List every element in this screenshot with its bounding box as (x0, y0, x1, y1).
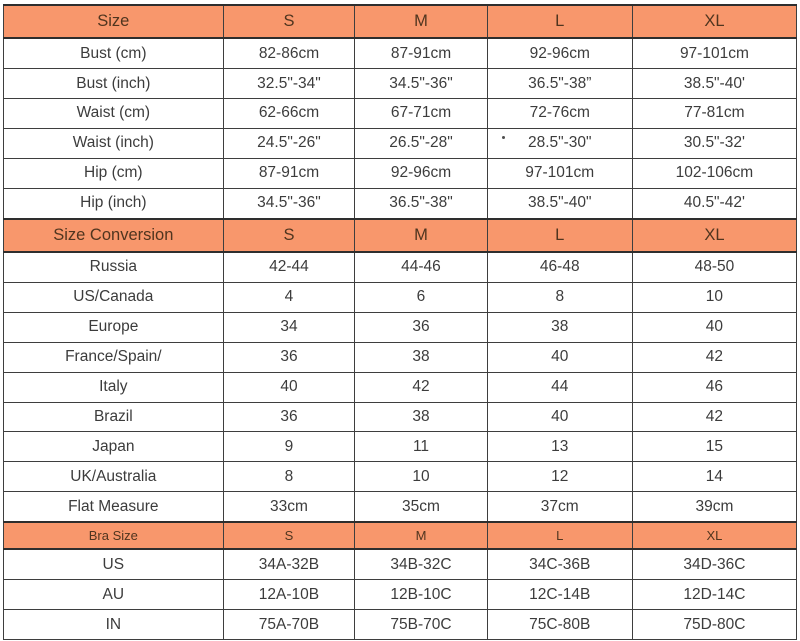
value-cell: 38 (355, 342, 487, 372)
value-cell: 32.5"-34" (223, 69, 355, 99)
size-column-header: XL (632, 5, 796, 38)
value-cell: 75C-80B (487, 610, 632, 640)
size-column-header: L (487, 522, 632, 549)
value-cell: 40 (632, 312, 796, 342)
value-cell: 34D-36C (632, 549, 796, 580)
table-row (4, 580, 797, 610)
value-cell: 75D-80C (632, 610, 796, 640)
table-row (4, 128, 797, 158)
value-cell: 42-44 (223, 252, 355, 283)
value-cell: 36.5"-38" (355, 188, 487, 219)
value-cell: 72-76cm (487, 99, 632, 129)
value-cell: 82-86cm (223, 38, 355, 69)
size-column-header: M (355, 522, 487, 549)
row-label: Hip (inch) (4, 188, 224, 219)
value-cell: 4 (223, 283, 355, 313)
value-cell: 36 (223, 402, 355, 432)
value-cell: 97-101cm (487, 158, 632, 188)
value-cell: 40 (487, 402, 632, 432)
table-row (4, 462, 797, 492)
value-cell: 24.5"-26" (223, 128, 355, 158)
value-cell: 8 (487, 283, 632, 313)
value-cell: 34A-32B (223, 549, 355, 580)
value-cell: 12A-10B (223, 580, 355, 610)
row-label: AU (4, 580, 224, 610)
value-cell: 37cm (487, 492, 632, 523)
value-cell: 42 (355, 372, 487, 402)
value-cell: 75A-70B (223, 610, 355, 640)
value-cell: 38 (487, 312, 632, 342)
value-cell: 42 (632, 342, 796, 372)
value-cell: 6 (355, 283, 487, 313)
row-label: France/Spain/ (4, 342, 224, 372)
size-column-header: S (223, 522, 355, 549)
row-label: Italy (4, 372, 224, 402)
value-cell: 34.5"-36" (355, 69, 487, 99)
row-label: IN (4, 610, 224, 640)
value-cell: 102-106cm (632, 158, 796, 188)
value-cell: 12D-14C (632, 580, 796, 610)
table-row (4, 549, 797, 580)
value-cell: 36 (223, 342, 355, 372)
row-label: Bust (cm) (4, 38, 224, 69)
value-cell: 38 (355, 402, 487, 432)
value-cell: 14 (632, 462, 796, 492)
table-row (4, 610, 797, 640)
value-cell: 34.5"-36" (223, 188, 355, 219)
table-row (4, 188, 797, 219)
value-cell: 13 (487, 432, 632, 462)
size-column-header: M (355, 5, 487, 38)
size-column-header: M (355, 219, 487, 252)
value-cell: 12C-14B (487, 580, 632, 610)
value-cell: 40.5"-42' (632, 188, 796, 219)
row-label: Brazil (4, 402, 224, 432)
section-header-row (4, 522, 797, 549)
size-column-header: S (223, 5, 355, 38)
value-cell: 28.5"-30" (487, 128, 632, 158)
value-cell: 46 (632, 372, 796, 402)
row-label: Waist (inch) (4, 128, 224, 158)
value-cell: 97-101cm (632, 38, 796, 69)
value-cell: 42 (632, 402, 796, 432)
table-row (4, 372, 797, 402)
value-cell: 46-48 (487, 252, 632, 283)
value-cell: 34C-36B (487, 549, 632, 580)
value-cell: 33cm (223, 492, 355, 523)
row-label: Russia (4, 252, 224, 283)
table-row (4, 402, 797, 432)
value-cell: 40 (223, 372, 355, 402)
value-cell: 62-66cm (223, 99, 355, 129)
value-cell: 67-71cm (355, 99, 487, 129)
value-cell: 87-91cm (355, 38, 487, 69)
section-title: Size (4, 5, 224, 38)
row-label: Waist (cm) (4, 99, 224, 129)
table-row (4, 252, 797, 283)
value-cell: 75B-70C (355, 610, 487, 640)
value-cell: 11 (355, 432, 487, 462)
row-label: UK/Australia (4, 462, 224, 492)
stray-dot-artifact (502, 136, 505, 139)
value-cell: 10 (355, 462, 487, 492)
value-cell: 38.5"-40' (632, 69, 796, 99)
table-row (4, 342, 797, 372)
size-column-header: XL (632, 219, 796, 252)
value-cell: 36.5"-38” (487, 69, 632, 99)
section-header-row (4, 219, 797, 252)
size-chart-table (3, 4, 797, 640)
section-title: Size Conversion (4, 219, 224, 252)
value-cell: 15 (632, 432, 796, 462)
size-column-header: L (487, 5, 632, 38)
row-label: Japan (4, 432, 224, 462)
value-cell: 34B-32C (355, 549, 487, 580)
size-column-header: L (487, 219, 632, 252)
value-cell: 77-81cm (632, 99, 796, 129)
value-cell: 48-50 (632, 252, 796, 283)
value-cell: 44 (487, 372, 632, 402)
size-table-body (4, 5, 797, 640)
size-column-header: S (223, 219, 355, 252)
table-row (4, 158, 797, 188)
value-cell: 38.5"-40" (487, 188, 632, 219)
row-label: Bust (inch) (4, 69, 224, 99)
row-label: Flat Measure (4, 492, 224, 523)
value-cell: 26.5"-28" (355, 128, 487, 158)
value-cell: 39cm (632, 492, 796, 523)
value-cell: 44-46 (355, 252, 487, 283)
value-cell: 92-96cm (487, 38, 632, 69)
table-row (4, 312, 797, 342)
section-header-row (4, 5, 797, 38)
table-row (4, 99, 797, 129)
table-row (4, 492, 797, 523)
value-cell: 12 (487, 462, 632, 492)
value-cell: 8 (223, 462, 355, 492)
table-row (4, 432, 797, 462)
value-cell: 12B-10C (355, 580, 487, 610)
value-cell: 34 (223, 312, 355, 342)
value-cell: 35cm (355, 492, 487, 523)
section-title: Bra Size (4, 522, 224, 549)
value-cell: 36 (355, 312, 487, 342)
size-column-header: XL (632, 522, 796, 549)
value-cell: 87-91cm (223, 158, 355, 188)
row-label: US/Canada (4, 283, 224, 313)
value-cell: 10 (632, 283, 796, 313)
table-row (4, 283, 797, 313)
row-label: Hip (cm) (4, 158, 224, 188)
row-label: US (4, 549, 224, 580)
value-cell: 9 (223, 432, 355, 462)
table-row (4, 69, 797, 99)
row-label: Europe (4, 312, 224, 342)
table-row (4, 38, 797, 69)
value-cell: 30.5"-32' (632, 128, 796, 158)
value-cell: 40 (487, 342, 632, 372)
value-cell: 92-96cm (355, 158, 487, 188)
